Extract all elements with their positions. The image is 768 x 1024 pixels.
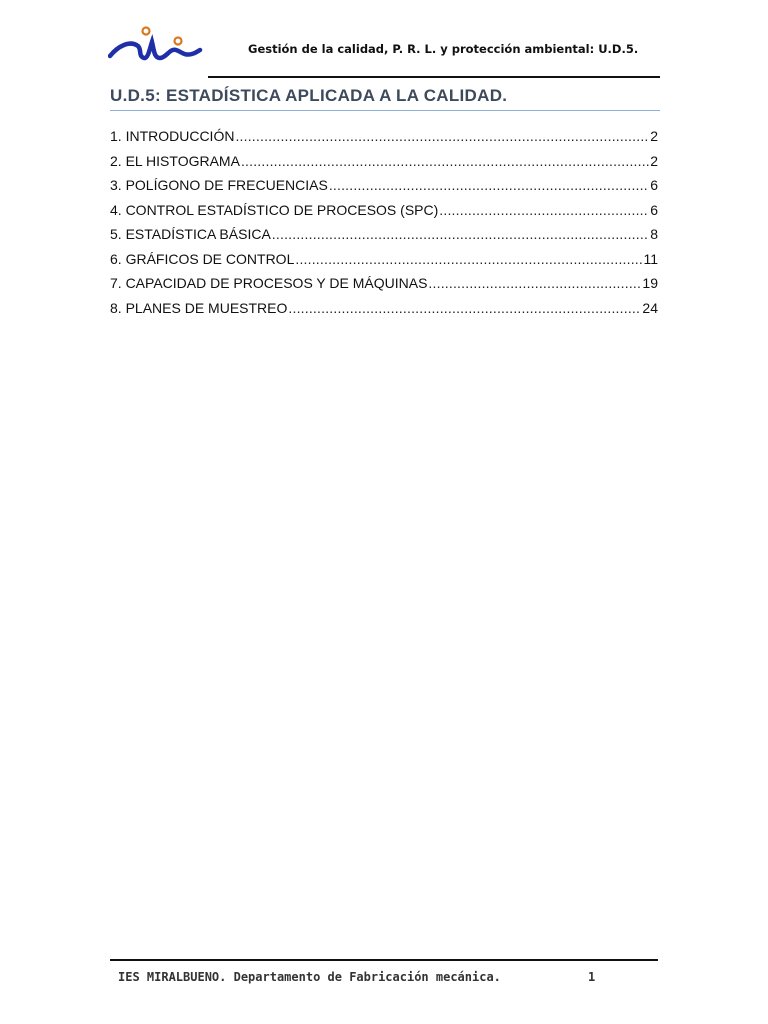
toc-dot-leader bbox=[272, 226, 649, 242]
toc-entry-page: 24 bbox=[642, 299, 658, 316]
header-title: Gestión de la calidad, P. R. L. y protección ambiental: U.D.5. bbox=[248, 42, 639, 56]
toc-entry-histograma[interactable] bbox=[110, 153, 658, 178]
toc-entry-capacidad[interactable] bbox=[110, 275, 658, 300]
toc-entry-label: 1. INTRODUCCIÓN bbox=[110, 128, 235, 144]
toc-entry-label: 6. GRÁFICOS DE CONTROL bbox=[110, 250, 295, 267]
page-number: 1 bbox=[588, 970, 596, 984]
footer-text: IES MIRALBUENO. Departamento de Fabricación mecánica. bbox=[118, 970, 501, 984]
table-of-contents bbox=[110, 128, 658, 324]
toc-dot-leader bbox=[288, 300, 641, 316]
toc-entry-graficos-control[interactable] bbox=[110, 251, 658, 276]
toc-entry-estadistica-basica[interactable] bbox=[110, 226, 658, 251]
toc-dot-leader bbox=[295, 251, 642, 267]
toc-entry-page: 2 bbox=[650, 128, 658, 144]
toc-entry-introduccion[interactable] bbox=[110, 128, 658, 153]
toc-entry-poligono[interactable] bbox=[110, 177, 658, 202]
title-divider bbox=[110, 110, 660, 111]
footer-divider bbox=[110, 959, 658, 961]
toc-dot-leader bbox=[439, 202, 649, 218]
toc-entry-muestreo[interactable] bbox=[110, 300, 658, 325]
toc-dot-leader bbox=[235, 128, 649, 144]
toc-dot-leader bbox=[329, 177, 649, 193]
toc-entry-label: 5. ESTADÍSTICA BÁSICA bbox=[110, 226, 271, 242]
toc-entry-spc[interactable] bbox=[110, 202, 658, 227]
toc-entry-page: 19 bbox=[642, 275, 658, 291]
toc-entry-page: 6 bbox=[650, 177, 658, 193]
school-logo-icon bbox=[108, 26, 204, 66]
toc-dot-leader bbox=[241, 153, 649, 169]
toc-entry-label: 2. EL HISTOGRAMA bbox=[110, 152, 240, 169]
toc-entry-label: 8. PLANES DE MUESTREO bbox=[110, 299, 288, 316]
toc-entry-page: 11 bbox=[643, 250, 658, 267]
toc-dot-leader bbox=[428, 275, 641, 291]
toc-entry-page: 6 bbox=[650, 201, 658, 218]
toc-entry-page: 8 bbox=[650, 226, 658, 242]
toc-entry-label: 3. POLÍGONO DE FRECUENCIAS bbox=[110, 177, 328, 193]
toc-entry-label: 4. CONTROL ESTADÍSTICO DE PROCESOS (SPC) bbox=[110, 201, 439, 218]
header-divider bbox=[208, 76, 660, 78]
document-title: U.D.5: ESTADÍSTICA APLICADA A LA CALIDAD. bbox=[110, 86, 508, 105]
toc-entry-page: 2 bbox=[650, 152, 658, 169]
toc-entry-label: 7. CAPACIDAD DE PROCESOS Y DE MÁQUINAS bbox=[110, 275, 428, 291]
